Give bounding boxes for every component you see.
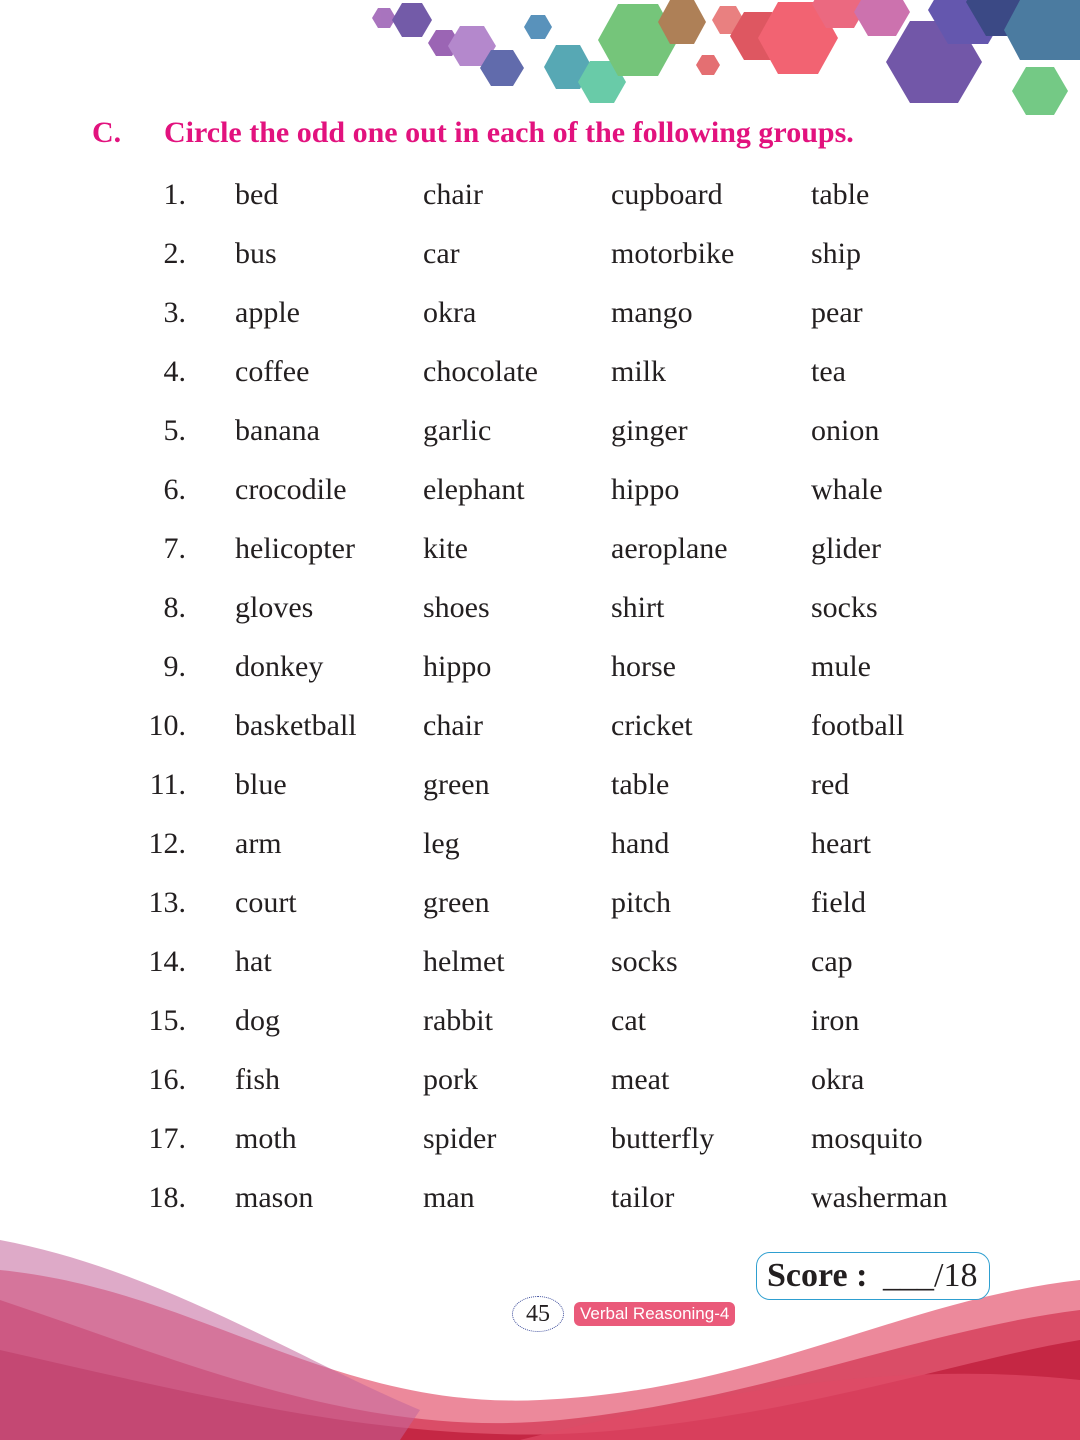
word-option[interactable]: coffee <box>235 355 310 388</box>
decorative-hexagon-banner <box>0 0 1080 130</box>
word-option[interactable]: hat <box>235 945 272 978</box>
word-group-row <box>0 701 1080 760</box>
hexagon-shape <box>372 8 396 28</box>
word-group-row <box>0 1173 1080 1232</box>
word-option[interactable]: glider <box>811 532 881 565</box>
word-option[interactable]: green <box>423 886 490 919</box>
row-number: 15. <box>148 1004 186 1037</box>
hexagon-shape <box>854 0 910 36</box>
row-number: 16. <box>148 1063 186 1096</box>
row-number: 17. <box>148 1122 186 1155</box>
word-option[interactable]: shoes <box>423 591 490 624</box>
row-number: 7. <box>163 532 186 565</box>
word-option[interactable]: butterfly <box>611 1122 715 1155</box>
word-option[interactable]: table <box>611 768 670 801</box>
word-group-row <box>0 406 1080 465</box>
word-option[interactable]: table <box>811 178 870 211</box>
word-group-row <box>0 347 1080 406</box>
row-number: 8. <box>163 591 186 624</box>
word-group-row <box>0 524 1080 583</box>
word-option[interactable]: field <box>811 886 866 919</box>
word-option[interactable]: green <box>423 768 490 801</box>
word-option[interactable]: okra <box>423 296 477 329</box>
word-option[interactable]: mason <box>235 1181 314 1214</box>
word-option[interactable]: ginger <box>611 414 688 447</box>
exercise-letter: C. <box>92 116 122 149</box>
word-group-row <box>0 996 1080 1055</box>
word-option[interactable]: pitch <box>611 886 671 919</box>
word-option[interactable]: man <box>423 1181 475 1214</box>
word-group-row <box>0 760 1080 819</box>
word-option[interactable]: ship <box>811 237 862 270</box>
word-option[interactable]: whale <box>811 473 883 506</box>
word-option[interactable]: horse <box>611 650 676 683</box>
word-option[interactable]: hippo <box>611 473 680 506</box>
word-option[interactable]: garlic <box>423 414 492 447</box>
row-number: 6. <box>163 473 186 506</box>
word-option[interactable]: motorbike <box>611 237 735 270</box>
row-number: 10. <box>148 709 186 742</box>
row-number: 5. <box>163 414 186 447</box>
score-label: Score : <box>767 1257 868 1294</box>
word-option[interactable]: fish <box>235 1063 280 1096</box>
word-group-row <box>0 642 1080 701</box>
word-option[interactable]: spider <box>423 1122 497 1155</box>
word-option[interactable]: bed <box>235 178 279 211</box>
word-group-row <box>0 1114 1080 1173</box>
row-number: 1. <box>163 178 186 211</box>
word-option[interactable]: car <box>423 237 460 270</box>
word-option[interactable]: crocodile <box>235 473 347 506</box>
word-group-row <box>0 288 1080 347</box>
row-number: 12. <box>148 827 186 860</box>
word-option[interactable]: helicopter <box>235 532 355 565</box>
word-group-row <box>0 878 1080 937</box>
row-number: 14. <box>148 945 186 978</box>
word-option[interactable]: onion <box>811 414 880 447</box>
word-option[interactable]: pear <box>811 296 863 329</box>
word-option[interactable]: bus <box>235 237 277 270</box>
word-option[interactable]: moth <box>235 1122 297 1155</box>
row-number: 18. <box>148 1181 186 1214</box>
word-option[interactable]: aeroplane <box>611 532 728 565</box>
row-number: 2. <box>163 237 186 270</box>
word-option[interactable]: court <box>235 886 297 919</box>
word-group-row <box>0 937 1080 996</box>
word-option[interactable]: socks <box>811 591 878 624</box>
score-blank: ___/18 <box>883 1257 978 1294</box>
word-option[interactable]: arm <box>235 827 282 860</box>
word-option[interactable]: cat <box>611 1004 646 1037</box>
row-number: 11. <box>149 768 186 801</box>
word-option[interactable]: rabbit <box>423 1004 493 1037</box>
word-option[interactable]: tea <box>811 355 846 388</box>
hexagon-shape <box>1012 67 1068 115</box>
word-option[interactable]: shirt <box>611 591 665 624</box>
book-title-tag: Verbal Reasoning-4 <box>574 1302 735 1326</box>
word-group-row <box>0 1055 1080 1114</box>
word-option[interactable]: cupboard <box>611 178 723 211</box>
word-option[interactable]: hand <box>611 827 670 860</box>
word-option[interactable]: football <box>811 709 905 742</box>
word-option[interactable]: chair <box>423 178 483 211</box>
word-option[interactable]: basketball <box>235 709 357 742</box>
row-number: 13. <box>148 886 186 919</box>
word-group-row <box>0 583 1080 642</box>
word-option[interactable]: heart <box>811 827 871 860</box>
word-option[interactable]: iron <box>811 1004 860 1037</box>
word-option[interactable]: chocolate <box>423 355 538 388</box>
hexagon-shape <box>392 3 432 37</box>
word-option[interactable]: blue <box>235 768 287 801</box>
word-option[interactable]: dog <box>235 1004 280 1037</box>
word-option[interactable]: apple <box>235 296 300 329</box>
word-option[interactable]: mosquito <box>811 1122 923 1155</box>
word-option[interactable]: cricket <box>611 709 693 742</box>
hexagon-shape <box>696 55 720 75</box>
score-box <box>756 1252 990 1300</box>
word-option[interactable]: gloves <box>235 591 314 624</box>
word-option[interactable]: okra <box>811 1063 865 1096</box>
word-group-row <box>0 229 1080 288</box>
word-option[interactable]: meat <box>611 1063 670 1096</box>
exercise-instruction: Circle the odd one out in each of the following groups. <box>164 116 854 149</box>
row-number: 3. <box>163 296 186 329</box>
word-option[interactable]: washerman <box>811 1181 948 1214</box>
word-option[interactable]: kite <box>423 532 468 565</box>
word-option[interactable]: socks <box>611 945 678 978</box>
word-option[interactable]: chair <box>423 709 483 742</box>
page-number: 45 <box>512 1296 564 1332</box>
word-option[interactable]: tailor <box>611 1181 675 1214</box>
hexagon-shape <box>524 15 552 39</box>
word-option[interactable]: red <box>811 768 850 801</box>
hexagon-shape <box>1004 0 1080 60</box>
word-group-row <box>0 465 1080 524</box>
row-number: 4. <box>163 355 186 388</box>
word-option[interactable]: pork <box>423 1063 478 1096</box>
word-option[interactable]: banana <box>235 414 320 447</box>
row-number: 9. <box>163 650 186 683</box>
word-option[interactable]: mango <box>611 296 693 329</box>
word-option[interactable]: mule <box>811 650 871 683</box>
word-option[interactable]: elephant <box>423 473 525 506</box>
word-option[interactable]: cap <box>811 945 853 978</box>
word-option[interactable]: donkey <box>235 650 324 683</box>
word-option[interactable]: helmet <box>423 945 505 978</box>
word-group-row <box>0 819 1080 878</box>
word-option[interactable]: hippo <box>423 650 492 683</box>
word-option[interactable]: milk <box>611 355 667 388</box>
word-group-row <box>0 170 1080 229</box>
word-option[interactable]: leg <box>423 827 460 860</box>
